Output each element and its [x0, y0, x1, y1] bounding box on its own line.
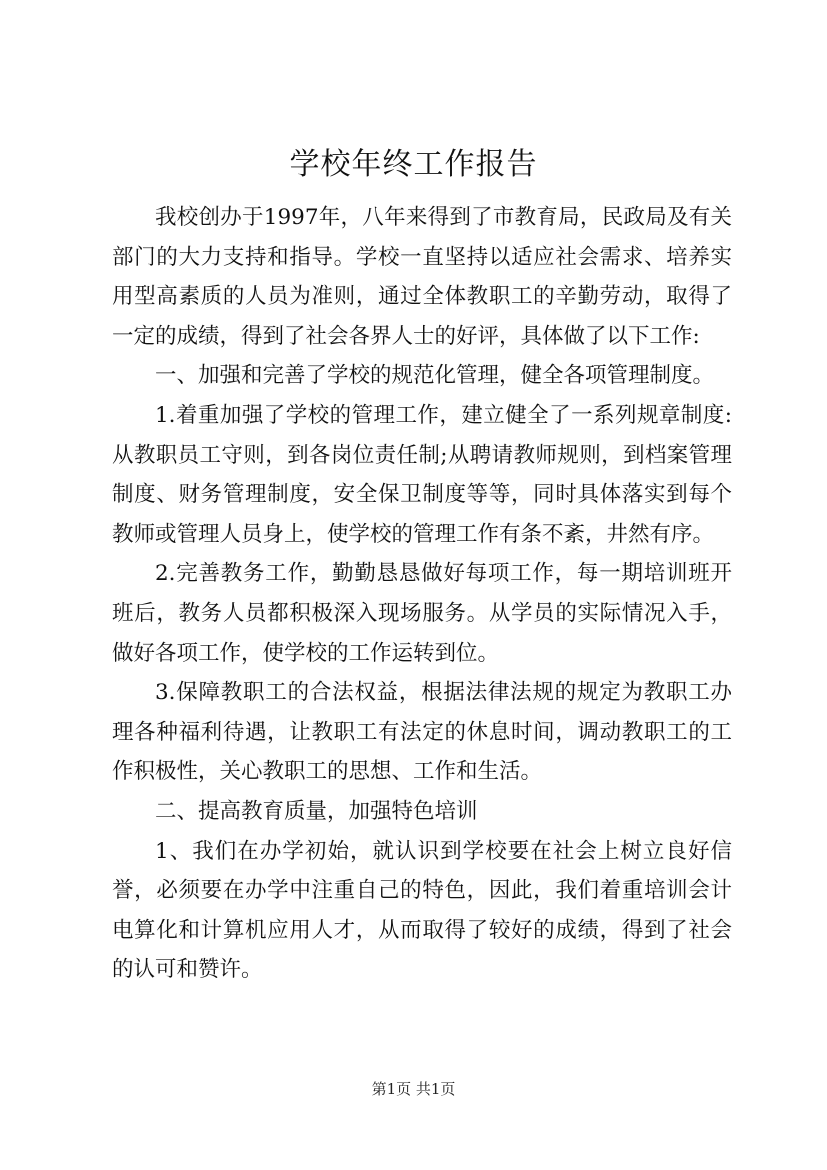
document-title: 学校年终工作报告: [289, 147, 538, 182]
paragraph-item-1-3: 3.保障教职工的合法权益，根据法律法规的规定为教职工办理各种福利待遇，让教职工有法定的休息时间，调动教职工的工作积极性，关心教职工的思想、工作和生活。: [112, 680, 732, 785]
page-footer: 第1页 共1页: [371, 1080, 456, 1098]
paragraph-item-1-2: 2.完善教务工作，勤勤恳恳做好每项工作，每一期培训班开班后，教务人员都积极深入现场服务。从学员的实际情况入手，做好各项工作，使学校的工作运转到位。: [112, 561, 732, 666]
document-body: [112, 198, 732, 990]
heading-section-2: 二、提高教育质量，加强特色培训: [155, 798, 478, 824]
heading-section-1: 一、加强和完善了学校的规范化管理，健全各项管理制度。: [155, 363, 715, 389]
paragraph-item-2-1: 1、我们在办学初始，就认识到学校要在社会上树立良好信誉，必须要在办学中注重自己的特色，因此，我们着重培训会计电算化和计算机应用人才，从而取得了较好的成绩，得到了社会的认可和赞许。: [112, 838, 732, 983]
paragraph-intro: 我校创办于1997年，八年来得到了市教育局，民政局及有关部门的大力支持和指导。学校一直坚持以适应社会需求、培养实用型高素质的人员为准则，通过全体教职工的辛勤劳动，取得了一定的成绩，得到了社会各界人士的好评，具体做了以下工作:: [112, 205, 732, 349]
paragraph-item-1-1: 1.着重加强了学校的管理工作，建立健全了一系列规章制度:从教职员工守则，到各岗位责任制;从聘请教师规则，到档案管理制度、财务管理制度，安全保卫制度等等，同时具体落实到每个教师或管理人员身上，使学校的管理工作有条不紊，井然有序。: [112, 402, 732, 547]
